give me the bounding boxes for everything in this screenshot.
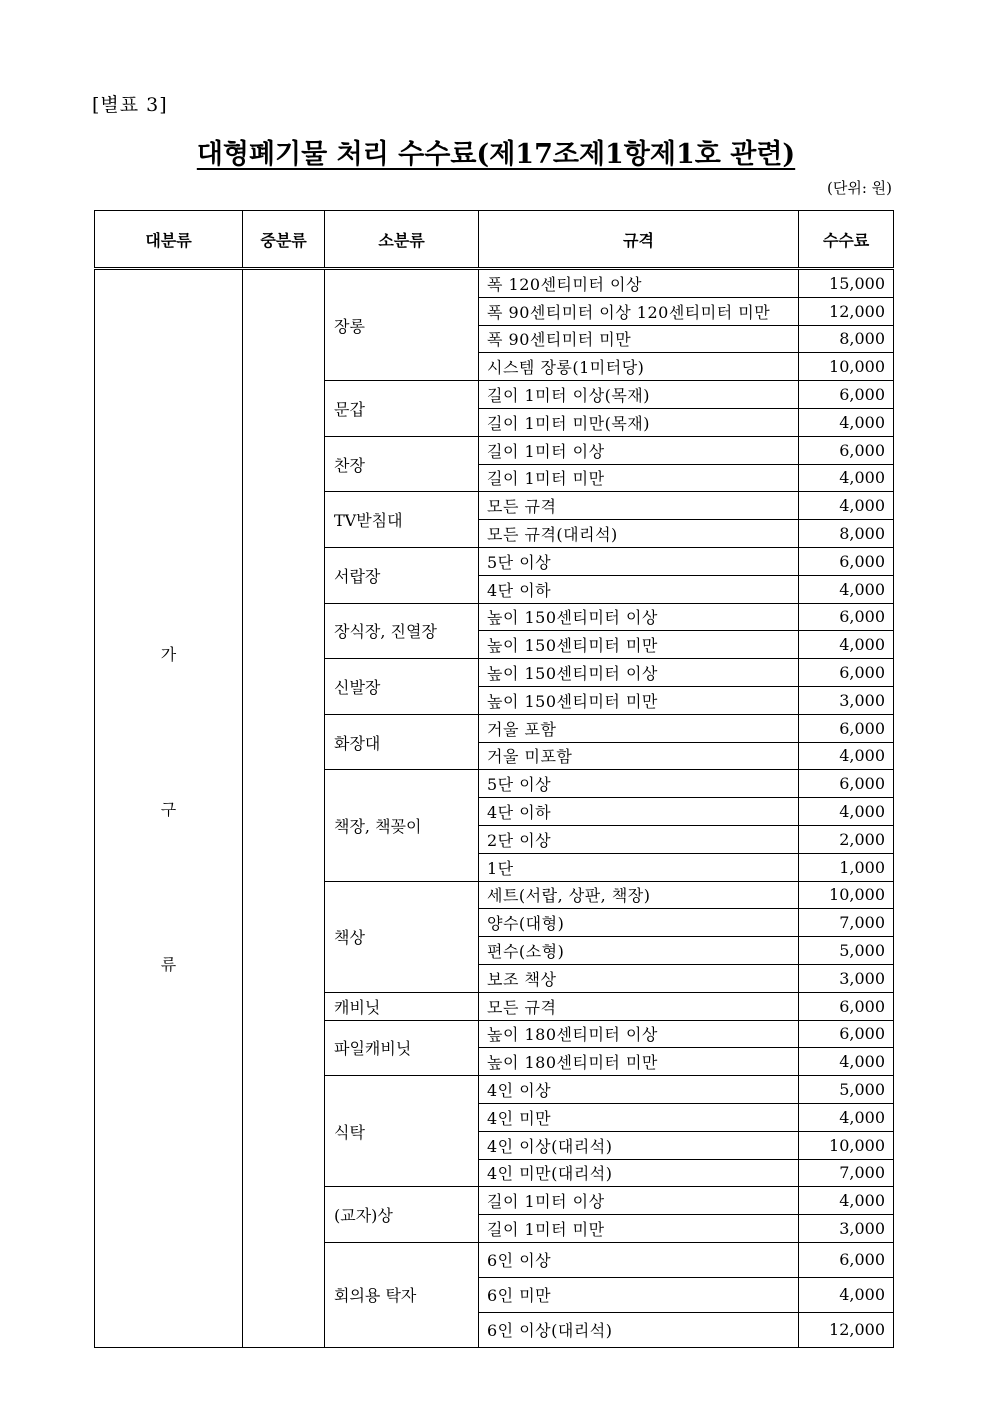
fee-cell: 4,000 xyxy=(799,631,894,659)
spec-cell: 거울 포함 xyxy=(479,714,799,742)
spec-cell: 폭 120센티미터 이상 xyxy=(479,269,799,298)
header-minor: 소분류 xyxy=(325,211,479,269)
spec-cell: 모든 규격 xyxy=(479,992,799,1020)
fee-table-body xyxy=(95,269,894,1348)
spec-cell: 6인 미만 xyxy=(479,1277,799,1312)
minor-category-cell: 책상 xyxy=(325,881,479,992)
fee-cell: 4,000 xyxy=(799,1187,894,1215)
fee-cell: 4,000 xyxy=(799,742,894,770)
spec-cell: 4단 이하 xyxy=(479,798,799,826)
middle-category-cell xyxy=(243,269,325,1348)
header-spec: 규격 xyxy=(479,211,799,269)
spec-cell: 6인 이상 xyxy=(479,1242,799,1277)
fee-cell: 6,000 xyxy=(799,992,894,1020)
document-title xyxy=(0,132,992,171)
spec-cell: 세트(서랍, 상판, 책장) xyxy=(479,881,799,909)
spec-cell: 5단 이상 xyxy=(479,547,799,575)
spec-cell: 높이 150센티미터 미만 xyxy=(479,631,799,659)
fee-cell: 10,000 xyxy=(799,353,894,381)
fee-cell: 4,000 xyxy=(799,1103,894,1131)
fee-cell: 3,000 xyxy=(799,964,894,992)
fee-table xyxy=(94,210,894,1348)
spec-cell: 폭 90센티미터 미만 xyxy=(479,325,799,353)
major-category-char: 류 xyxy=(160,954,177,974)
spec-cell: 4단 이하 xyxy=(479,575,799,603)
spec-cell: 4인 이상 xyxy=(479,1076,799,1104)
fee-cell: 6,000 xyxy=(799,714,894,742)
fee-cell: 2,000 xyxy=(799,825,894,853)
spec-cell: 길이 1미터 이상(목재) xyxy=(479,381,799,409)
header-major: 대분류 xyxy=(95,211,243,269)
fee-cell: 4,000 xyxy=(799,464,894,492)
fee-cell: 7,000 xyxy=(799,1159,894,1187)
spec-cell: 길이 1미터 이상 xyxy=(479,1187,799,1215)
spec-cell: 길이 1미터 미만 xyxy=(479,464,799,492)
spec-cell: 길이 1미터 미만 xyxy=(479,1215,799,1243)
spec-cell: 보조 책상 xyxy=(479,964,799,992)
fee-cell: 12,000 xyxy=(799,1312,894,1347)
fee-cell: 1,000 xyxy=(799,853,894,881)
minor-category-cell: 책장, 책꽂이 xyxy=(325,770,479,881)
fee-cell: 3,000 xyxy=(799,1215,894,1243)
minor-category-cell: 장식장, 진열장 xyxy=(325,603,479,659)
minor-category-cell: (교자)상 xyxy=(325,1187,479,1243)
major-category-cell xyxy=(95,269,243,1348)
fee-cell: 10,000 xyxy=(799,1131,894,1159)
fee-cell: 5,000 xyxy=(799,1076,894,1104)
fee-cell: 6,000 xyxy=(799,770,894,798)
spec-cell: 4인 이상(대리석) xyxy=(479,1131,799,1159)
fee-cell: 4,000 xyxy=(799,1048,894,1076)
title-text: 대형폐기물 처리 수수료(제17조제1항제1호 관련) xyxy=(196,139,796,170)
spec-cell: 높이 180센티미터 미만 xyxy=(479,1048,799,1076)
unit-note: (단위: 원) xyxy=(827,179,892,197)
fee-cell: 6,000 xyxy=(799,381,894,409)
header-middle: 중분류 xyxy=(243,211,325,269)
minor-category-cell: 식탁 xyxy=(325,1076,479,1187)
fee-cell: 8,000 xyxy=(799,325,894,353)
fee-cell: 3,000 xyxy=(799,686,894,714)
minor-category-cell: 회의용 탁자 xyxy=(325,1242,479,1347)
spec-cell: 시스템 장롱(1미터당) xyxy=(479,353,799,381)
spec-cell: 4인 미만 xyxy=(479,1103,799,1131)
spec-cell: 길이 1미터 미만(목재) xyxy=(479,408,799,436)
minor-category-cell: 서랍장 xyxy=(325,547,479,603)
table-row xyxy=(95,269,894,298)
minor-category-cell: 신발장 xyxy=(325,659,479,715)
minor-category-cell: 화장대 xyxy=(325,714,479,770)
fee-cell: 6,000 xyxy=(799,659,894,687)
spec-cell: 폭 90센티미터 이상 120센티미터 미만 xyxy=(479,297,799,325)
spec-cell: 편수(소형) xyxy=(479,937,799,965)
fee-cell: 6,000 xyxy=(799,547,894,575)
spec-cell: 양수(대형) xyxy=(479,909,799,937)
spec-cell: 높이 150센티미터 이상 xyxy=(479,659,799,687)
spec-cell: 높이 150센티미터 미만 xyxy=(479,686,799,714)
fee-cell: 6,000 xyxy=(799,1020,894,1048)
spec-cell: 2단 이상 xyxy=(479,825,799,853)
header-row xyxy=(95,211,894,269)
fee-cell: 4,000 xyxy=(799,492,894,520)
fee-cell: 4,000 xyxy=(799,575,894,603)
fee-cell: 4,000 xyxy=(799,798,894,826)
annex-label: [별표 3] xyxy=(92,94,168,116)
spec-cell: 모든 규격(대리석) xyxy=(479,520,799,548)
major-category-char: 가 xyxy=(160,644,177,664)
spec-cell: 1단 xyxy=(479,853,799,881)
fee-cell: 6,000 xyxy=(799,1242,894,1277)
spec-cell: 거울 미포함 xyxy=(479,742,799,770)
minor-category-cell: 문갑 xyxy=(325,381,479,437)
fee-cell: 10,000 xyxy=(799,881,894,909)
fee-cell: 12,000 xyxy=(799,297,894,325)
major-category-char: 구 xyxy=(160,799,177,819)
spec-cell: 6인 이상(대리석) xyxy=(479,1312,799,1347)
fee-cell: 5,000 xyxy=(799,937,894,965)
spec-cell: 모든 규격 xyxy=(479,492,799,520)
minor-category-cell: 파일캐비닛 xyxy=(325,1020,479,1076)
fee-cell: 4,000 xyxy=(799,1277,894,1312)
spec-cell: 높이 180센티미터 이상 xyxy=(479,1020,799,1048)
fee-cell: 8,000 xyxy=(799,520,894,548)
header-fee: 수수료 xyxy=(799,211,894,269)
fee-cell: 4,000 xyxy=(799,408,894,436)
minor-category-cell: TV받침대 xyxy=(325,492,479,548)
spec-cell: 4인 미만(대리석) xyxy=(479,1159,799,1187)
spec-cell: 5단 이상 xyxy=(479,770,799,798)
minor-category-cell: 찬장 xyxy=(325,436,479,492)
fee-cell: 6,000 xyxy=(799,603,894,631)
spec-cell: 길이 1미터 이상 xyxy=(479,436,799,464)
fee-cell: 6,000 xyxy=(799,436,894,464)
spec-cell: 높이 150센티미터 이상 xyxy=(479,603,799,631)
minor-category-cell: 캐비닛 xyxy=(325,992,479,1020)
minor-category-cell: 장롱 xyxy=(325,269,479,381)
fee-cell: 15,000 xyxy=(799,269,894,298)
fee-cell: 7,000 xyxy=(799,909,894,937)
